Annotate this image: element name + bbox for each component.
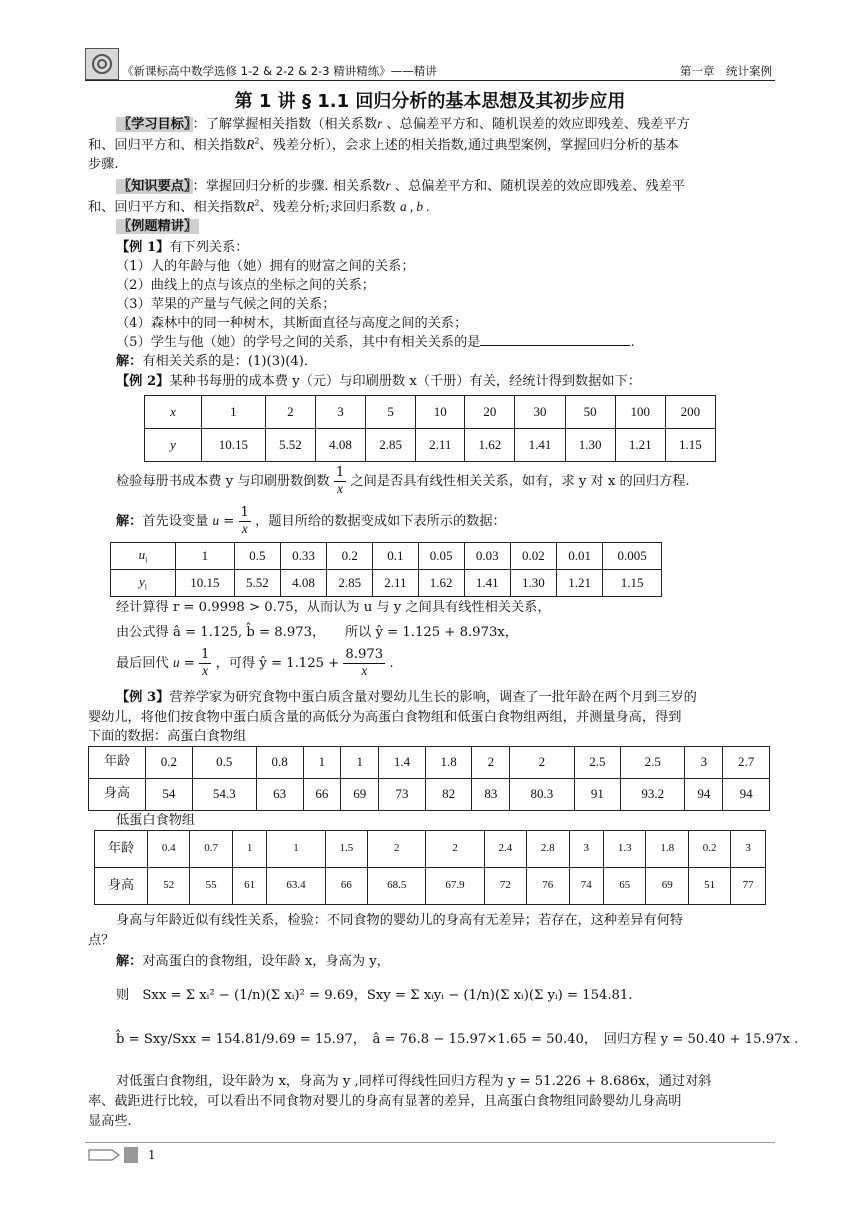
header-chapter: 第一章 统计案例 [680,64,772,78]
table-cell: 0.1 [373,543,418,570]
table-cell: 0.01 [556,543,602,570]
table-cell: 77 [731,868,766,905]
table-cell: 1.15 [603,570,662,597]
table-cell: 63.4 [267,868,325,905]
table-cell: 0.7 [190,831,232,868]
table-row [111,543,662,570]
page-marker [124,1147,138,1163]
table-cell: 1.8 [425,747,472,779]
table-cell: 0.8 [256,747,303,779]
table-cell: 0.05 [418,543,464,570]
table-cell: 身高 [95,868,148,905]
table-cell: 1.15 [665,429,715,462]
ex3-formula-2: b̂ = Sxy/Sxx = 154.81/9.69 = 15.97， â = 76.8 − 15.97×1.65 = 50.40， 回归方程 y = 50.40 + 15.97x . [116,1032,799,1047]
table-cell: 0.4 [148,831,190,868]
table-cell: 67.9 [426,868,484,905]
ex1-intro: 【例 1】有下列关系： [116,240,249,255]
ex2-intro: 【例 2】某种书每册的成本费 y（元）与印刷册数 x（千册）有关，经统计得到数据如下： [116,374,641,389]
table-cell: 3 [685,747,723,779]
table-cell: 2 [265,396,315,429]
ex3-low-title: 低蛋白食物组 [116,813,196,828]
table-cell: 5.52 [234,570,280,597]
ex3-question-1: 身高与年龄近似有线性关系，检验：不同食物的婴幼儿的身高有无差异；若存在，这种差异有何特 [116,913,684,928]
table-cell: 1 [232,831,267,868]
header-rule [85,80,775,81]
key-points-line2: 和、回归平方和、相关指数$R^2$、残差分析;求回归系数 a , b . [88,198,430,215]
table-cell: 2 [426,831,484,868]
table-cell: 54 [146,779,193,811]
table-cell: 3 [569,831,604,868]
table-cell: 1 [267,831,325,868]
table-cell: 74 [569,868,604,905]
table-cell: $u_i$ [111,543,176,570]
table-cell: 10.15 [176,570,235,597]
table-cell: 1.8 [646,831,688,868]
table-cell: 94 [685,779,723,811]
ex2-calc-1: 经计算得 r = 0.9998 > 0.75，从而认为 u 与 y 之间具有线性相关关系， [116,600,551,615]
table-row [111,570,662,597]
table-cell: 94 [723,779,770,811]
table-cell: 1 [303,747,341,779]
table-cell: 1.62 [418,570,464,597]
key-points: 〖知识要点〗 ：掌握回归分析的步骤. 相关系数r 、总偏差平方和、随机误差的效应即残差、残差平 [118,178,686,194]
table-cell: 20 [465,396,515,429]
ex3-conclusion-2: 率、截距进行比较，可以看出不同食物对婴儿的身高有显著的差异，且高蛋白食物组同龄婴幼儿身高明 [88,1094,682,1109]
ex3-line2: 婴幼儿，将他们按食物中蛋白质含量的高低分为高蛋白食物组和低蛋白食物组两组，并测量身高，得到 [88,710,682,725]
arrow-right-icon [88,1148,120,1162]
table-cell: 2.4 [484,831,526,868]
table-cell: 4.08 [315,429,365,462]
table-cell: 82 [425,779,472,811]
table-cell: 100 [615,396,665,429]
table-cell: 0.2 [327,543,373,570]
answer-blank [480,333,630,346]
table-cell: 200 [665,396,715,429]
table-cell: 2.5 [574,747,621,779]
ex2-solution-intro: 解：首先设变量 u = $\frac{1}{x}$ ，题目所给的数据变成如下表所示的数据： [116,505,506,536]
table-cell: 3 [315,396,365,429]
table-row [89,779,770,811]
table-cell: 1.21 [556,570,602,597]
table-cell: 1 [176,543,235,570]
table-cell: 2.85 [366,429,416,462]
table-cell: 5 [366,396,416,429]
ex1-item-5: （5）学生与他（她）的学号之间的关系，其中有相关关系的是 . [116,335,635,350]
table-cell: 65 [604,868,646,905]
ex3-conclusion-1: 对低蛋白食物组，设年龄为 x，身高为 y ,同样可得线性回归方程为 y = 51.226 + 8.686x，通过对斜 [116,1074,712,1089]
ex1-item-4: （4）森林中的同一种树木，其断面直径与高度之间的关系； [116,316,468,331]
table-cell: 年龄 [89,747,146,779]
table-cell: 0.03 [464,543,510,570]
goal-tag: 〖学习目标〗 [118,117,191,132]
table-row [145,396,716,429]
page-number: 1 [148,1148,156,1162]
table-cell: 73 [379,779,426,811]
table-cell: 0.005 [603,543,662,570]
table-cell: 1.21 [615,429,665,462]
table-cell: 1.41 [515,429,565,462]
table-cell: 0.2 [688,831,730,868]
table-cell: 1.41 [464,570,510,597]
table-cell: 1.5 [325,831,367,868]
table-cell: y [145,429,202,462]
table-cell: 54.3 [192,779,256,811]
table-cell: 93.2 [621,779,685,811]
table-cell: $y_i$ [111,570,176,597]
table-cell: 0.5 [234,543,280,570]
ex3-table-high [88,746,770,811]
table-cell: 76 [527,868,569,905]
table-row [95,868,766,905]
ex2-calc-2: 由公式得 â = 1.125, b̂ = 8.973， 所以 ŷ = 1.125 + 8.973x， [116,625,518,640]
header-book-title: 《新课标高中数学选修 1-2 & 2-2 & 2-3 精讲精练》——精讲 [122,64,437,78]
examples-heading: 〖例题精讲〗 [118,219,198,234]
table-cell: 1.3 [604,831,646,868]
table-cell: 0.02 [510,543,556,570]
table-cell: 1.30 [565,429,615,462]
ex1-item-3: （3）苹果的产量与气候之间的关系； [116,297,336,312]
ex3-line1: 【例 3】营养学家为研究食物中蛋白质含量对婴幼儿生长的影响，调查了一批年龄在两个月到三岁的 [116,690,697,705]
table-cell: 1.30 [510,570,556,597]
ex2-calc-3: 最后回代 u = $\frac{1}{x}$ ，可得 ŷ = 1.125 + $\frac{8.973}{x}$ . [116,647,394,678]
table-cell: 61 [232,868,267,905]
table-cell: 72 [484,868,526,905]
learning-goal-line3: 步骤. [88,157,119,172]
table-cell: 2.7 [723,747,770,779]
table-cell: 30 [515,396,565,429]
table-cell: 2 [472,747,510,779]
ex2-table-xy [144,395,716,462]
table-cell: 91 [574,779,621,811]
ex2-table-uy [110,542,662,597]
table-cell: 2.11 [373,570,418,597]
table-cell: 1.62 [465,429,515,462]
ex3-solution-intro: 解：对高蛋白的食物组，设年龄 x，身高为 y， [116,954,390,969]
table-cell: 50 [565,396,615,429]
book-logo [85,48,119,80]
table-cell: 2.11 [416,429,465,462]
table-cell: 10.15 [202,429,266,462]
ex3-line3: 下面的数据：高蛋白食物组 [88,729,247,744]
table-cell: 0.33 [280,543,326,570]
table-cell: 69 [341,779,379,811]
footer-rule [85,1142,775,1143]
table-cell: 80.3 [510,779,574,811]
table-cell: 83 [472,779,510,811]
ex3-table-low [94,830,766,905]
ex3-conclusion-3: 显高些. [88,1114,132,1129]
table-row [95,831,766,868]
learning-goal: 〖学习目标〗 ：了解掌握相关指数（相关系数r 、总偏差平方和、随机误差的效应即残差、残差平方 [118,116,690,132]
table-cell: 69 [646,868,688,905]
table-row [89,747,770,779]
table-cell: 2 [510,747,574,779]
table-cell: 1.4 [379,747,426,779]
table-cell: 0.2 [146,747,193,779]
table-cell: 66 [325,868,367,905]
table-cell: 2.5 [621,747,685,779]
key-tag: 〖知识要点〗 [118,179,191,194]
table-cell: 身高 [89,779,146,811]
ex2-question: 检验每册书成本费 y 与印刷册数倒数 $\frac{1}{x}$ 之间是否具有线性相关关系，如有，求 y 对 x 的回归方程. [116,465,690,496]
table-cell: 年龄 [95,831,148,868]
learning-goal-line2: 和、回归平方和、相关指数$R^2$、残差分析），会求上述的相关指数,通过典型案例，掌握回归分析的基本 [88,136,679,153]
table-cell: 10 [416,396,465,429]
table-cell: 55 [190,868,232,905]
table-cell: 63 [256,779,303,811]
table-cell: 1 [202,396,266,429]
ex3-formula-1: 则 Sxx = Σ xᵢ² − (1/n)(Σ xᵢ)² = 9.69，Sxy = Σ xᵢyᵢ − (1/n)(Σ xᵢ)(Σ yᵢ) = 154.81. [116,988,633,1003]
ex3-question-2: 点？ [88,933,115,948]
table-cell: 68.5 [368,868,426,905]
table-cell: 2 [368,831,426,868]
table-cell: 4.08 [280,570,326,597]
table-cell: 1 [341,747,379,779]
table-cell: 2.8 [527,831,569,868]
table-cell: x [145,396,202,429]
ex1-item-1: （1）人的年龄与他（她）拥有的财富之间的关系； [116,259,415,274]
ex1-item-2: （2）曲线上的点与该点的坐标之间的关系； [116,278,375,293]
table-cell: 2.85 [327,570,373,597]
table-cell: 5.52 [265,429,315,462]
table-cell: 66 [303,779,341,811]
page-title: 第 1 讲 § 1.1 回归分析的基本思想及其初步应用 [234,91,626,112]
table-cell: 52 [148,868,190,905]
table-cell: 3 [731,831,766,868]
table-cell: 0.5 [192,747,256,779]
table-row [145,429,716,462]
table-cell: 51 [688,868,730,905]
ex1-answer: 解：有相关关系的是：(1)(3)(4)． [116,354,318,369]
